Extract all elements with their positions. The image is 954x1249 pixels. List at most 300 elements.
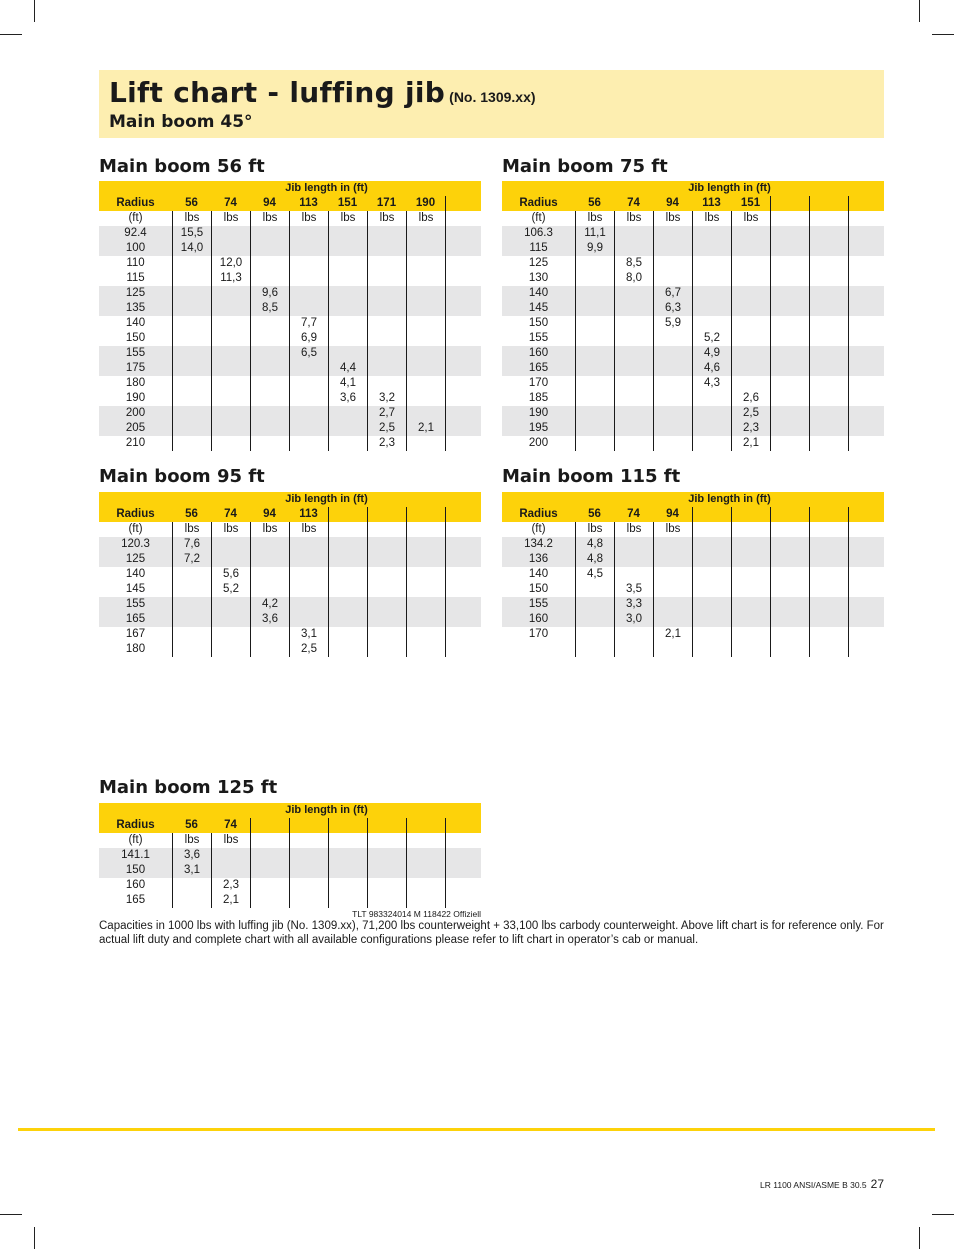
capacity-cell — [445, 391, 481, 406]
capacity-cell — [406, 567, 445, 582]
capacity-cell — [770, 537, 809, 552]
capacity-cell — [250, 406, 289, 421]
radius-cell: 150 — [125, 332, 146, 344]
capacity-cell — [848, 642, 884, 657]
table-row — [99, 331, 481, 346]
capacity-cell — [445, 376, 481, 391]
unit-cell: lbs — [367, 211, 406, 226]
radius-cell: 145 — [528, 302, 549, 314]
radius-cell: 150 — [528, 317, 549, 329]
radius-cell: 180 — [125, 377, 146, 389]
jib-columns-row — [502, 196, 884, 211]
crop-mark — [919, 1227, 920, 1249]
lift-table-95 — [99, 492, 481, 657]
jib-length-header: 74 — [627, 197, 640, 209]
table-row — [502, 226, 884, 241]
capacity-cell — [211, 421, 250, 436]
capacity-cell — [406, 271, 445, 286]
radius-cell: 167 — [125, 628, 146, 640]
capacity-cell — [770, 256, 809, 271]
unit-cell: lbs — [328, 211, 367, 226]
capacity-cell — [575, 582, 614, 597]
capacity-cell — [692, 582, 731, 597]
capacity-cell — [367, 627, 406, 642]
table-row — [502, 597, 884, 612]
table-row — [99, 256, 481, 271]
capacity-cell — [770, 612, 809, 627]
table-row — [99, 893, 481, 908]
crop-mark — [932, 34, 954, 35]
capacity-cell — [848, 226, 884, 241]
jib-length-header — [406, 507, 445, 522]
capacity-cell — [575, 286, 614, 301]
capacity-cell — [367, 331, 406, 346]
capacity-cell — [653, 391, 692, 406]
jib-length-header — [445, 196, 481, 211]
capacity-cell — [770, 241, 809, 256]
radius-header: Radius — [116, 819, 155, 831]
capacity-cell — [289, 256, 328, 271]
capacity-cell — [367, 316, 406, 331]
capacity-cell — [575, 627, 614, 642]
jib-length-header — [406, 818, 445, 833]
capacity-cell — [809, 406, 848, 421]
table-row — [99, 241, 481, 256]
capacity-cell — [172, 642, 211, 657]
jib-length-header — [809, 507, 848, 522]
capacity-cell — [445, 893, 481, 908]
unit-cell — [809, 211, 848, 226]
capacity-cell — [653, 346, 692, 361]
capacity-cell: 5,6 — [211, 567, 250, 582]
capacity-cell — [653, 331, 692, 346]
jib-length-header: 151 — [337, 197, 358, 209]
table-reference: TLT 983324014 M 118422 Offiziell — [352, 909, 481, 919]
capacity-cell — [445, 582, 481, 597]
capacity-cell — [692, 612, 731, 627]
capacity-cell — [653, 567, 692, 582]
radius-header: Radius — [519, 197, 558, 209]
table-row — [502, 376, 884, 391]
capacity-cell — [406, 597, 445, 612]
page-title-text: Lift chart - luffing jib — [109, 76, 446, 109]
capacity-cell — [653, 612, 692, 627]
radius-cell: 115 — [529, 242, 548, 254]
capacity-cell — [289, 863, 328, 878]
capacity-cell — [172, 436, 211, 451]
capacity-cell — [770, 421, 809, 436]
table-row — [502, 391, 884, 406]
jib-columns-row — [99, 818, 481, 833]
capacity-cell — [211, 346, 250, 361]
capacity-cell — [848, 552, 884, 567]
capacity-cell — [406, 301, 445, 316]
table-row — [99, 226, 481, 241]
capacity-cell — [575, 421, 614, 436]
radius-cell: 155 — [125, 347, 146, 359]
jib-length-header: 94 — [666, 197, 679, 209]
table-row — [99, 612, 481, 627]
capacity-cell — [692, 537, 731, 552]
capacity-cell — [367, 256, 406, 271]
jib-length-header: 56 — [185, 819, 198, 831]
radius-unit: (ft) — [128, 834, 143, 846]
table-row — [99, 286, 481, 301]
unit-cell: lbs — [406, 211, 445, 226]
radius-header: Radius — [116, 197, 155, 209]
unit-cell — [445, 522, 481, 537]
capacity-cell — [445, 567, 481, 582]
jib-length-header-row — [99, 181, 481, 196]
table-row — [99, 878, 481, 893]
unit-cell — [848, 211, 884, 226]
capacity-cell — [172, 567, 211, 582]
capacity-cell — [731, 376, 770, 391]
lift-table-125 — [99, 803, 481, 908]
capacity-cell — [692, 421, 731, 436]
capacity-cell — [445, 597, 481, 612]
capacity-cell — [614, 391, 653, 406]
table-row — [99, 316, 481, 331]
capacity-cell — [250, 391, 289, 406]
radius-cell: 120.3 — [121, 538, 150, 550]
unit-cell — [445, 211, 481, 226]
unit-cell: lbs — [211, 211, 250, 226]
capacity-cell — [328, 286, 367, 301]
capacity-cell — [289, 241, 328, 256]
capacity-cell — [614, 406, 653, 421]
capacity-cell — [289, 893, 328, 908]
capacity-cell — [328, 271, 367, 286]
jib-length-header: 94 — [263, 508, 276, 520]
capacity-cell — [445, 436, 481, 451]
radius-cell: 155 — [528, 332, 549, 344]
unit-cell — [770, 211, 809, 226]
crop-mark — [0, 34, 22, 35]
capacity-cell — [809, 301, 848, 316]
capacity-cell: 11,3 — [211, 271, 250, 286]
table-row — [99, 301, 481, 316]
radius-cell: 210 — [125, 437, 146, 449]
capacity-cell — [848, 406, 884, 421]
capacity-cell — [172, 582, 211, 597]
table-row — [99, 376, 481, 391]
capacity-cell — [614, 376, 653, 391]
page-title — [109, 76, 536, 109]
radius-header: Radius — [116, 508, 155, 520]
capacity-cell — [770, 627, 809, 642]
capacity-cell — [770, 316, 809, 331]
jib-length-header: 56 — [588, 197, 601, 209]
capacity-cell — [575, 331, 614, 346]
capacity-cell: 2,5 — [731, 406, 770, 421]
capacity-cell — [328, 406, 367, 421]
capacity-cell — [653, 597, 692, 612]
capacity-cell — [731, 256, 770, 271]
capacity-cell: 7,7 — [289, 316, 328, 331]
capacity-cell — [367, 271, 406, 286]
jib-length-label: Jib length in (ft) — [285, 182, 368, 194]
capacity-cell — [367, 226, 406, 241]
radius-cell: 140 — [528, 568, 549, 580]
capacity-cell — [848, 567, 884, 582]
capacity-cell — [770, 376, 809, 391]
capacity-cell — [172, 271, 211, 286]
capacity-cell — [289, 391, 328, 406]
capacity-cell — [848, 301, 884, 316]
jib-length-label: Jib length in (ft) — [285, 804, 368, 816]
capacity-cell: 4,3 — [692, 376, 731, 391]
capacity-cell — [211, 286, 250, 301]
capacity-cell — [406, 436, 445, 451]
capacity-cell — [653, 256, 692, 271]
capacity-cell — [211, 391, 250, 406]
jib-length-header: 74 — [224, 197, 237, 209]
unit-cell — [289, 833, 328, 848]
capacity-cell — [172, 406, 211, 421]
capacity-cell — [211, 863, 250, 878]
capacity-cell — [575, 256, 614, 271]
capacity-cell — [770, 567, 809, 582]
crop-mark — [0, 1214, 22, 1215]
radius-cell: 100 — [125, 242, 146, 254]
radius-cell: 110 — [126, 257, 145, 269]
capacity-cell — [809, 436, 848, 451]
capacity-cell — [445, 286, 481, 301]
capacity-cell — [770, 331, 809, 346]
capacity-cell — [289, 537, 328, 552]
capacity-cell — [770, 361, 809, 376]
capacity-cell — [328, 612, 367, 627]
capacity-cell — [328, 597, 367, 612]
radius-cell: 180 — [125, 643, 146, 655]
table-row — [99, 406, 481, 421]
radius-cell: 141.1 — [121, 849, 150, 861]
capacity-cell — [731, 567, 770, 582]
capacity-cell — [367, 893, 406, 908]
radius-cell: 160 — [528, 613, 549, 625]
capacity-cell — [328, 863, 367, 878]
capacity-cell — [575, 301, 614, 316]
capacity-cell — [653, 552, 692, 567]
capacity-cell — [770, 582, 809, 597]
capacity-cell — [653, 241, 692, 256]
table-row — [99, 391, 481, 406]
capacity-cell — [614, 567, 653, 582]
capacity-cell — [614, 421, 653, 436]
capacity-cell — [770, 552, 809, 567]
capacity-cell — [406, 256, 445, 271]
jib-length-label: Jib length in (ft) — [285, 493, 368, 505]
capacity-cell — [406, 893, 445, 908]
jib-length-header: 171 — [376, 197, 397, 209]
jib-length-header — [445, 507, 481, 522]
capacity-cell — [575, 316, 614, 331]
capacity-cell — [328, 421, 367, 436]
capacity-cell — [445, 316, 481, 331]
unit-cell: lbs — [250, 211, 289, 226]
capacity-cell — [770, 346, 809, 361]
capacity-cell: 6,9 — [289, 331, 328, 346]
capacity-cell — [328, 567, 367, 582]
table-row — [502, 361, 884, 376]
capacity-cell — [211, 376, 250, 391]
capacity-cell — [406, 642, 445, 657]
capacity-cell — [731, 271, 770, 286]
table-row — [99, 537, 481, 552]
capacity-cell — [653, 537, 692, 552]
capacity-cell — [692, 391, 731, 406]
capacity-cell: 6,7 — [653, 286, 692, 301]
capacity-cell — [731, 286, 770, 301]
radius-cell: 170 — [528, 377, 549, 389]
capacity-cell: 4,9 — [692, 346, 731, 361]
capacity-cell — [575, 391, 614, 406]
capacity-cell — [211, 331, 250, 346]
capacity-cell — [692, 627, 731, 642]
capacity-cell — [614, 436, 653, 451]
table-row — [99, 567, 481, 582]
page-number: 27 — [870, 1177, 884, 1191]
capacity-cell — [770, 597, 809, 612]
capacity-cell — [328, 582, 367, 597]
capacity-cell — [848, 256, 884, 271]
capacity-cell — [445, 346, 481, 361]
capacity-cell — [692, 256, 731, 271]
radius-header: Radius — [519, 508, 558, 520]
capacity-cell: 11,1 — [575, 226, 614, 241]
unit-cell: lbs — [172, 833, 211, 848]
jib-length-header: 74 — [224, 819, 237, 831]
capacity-cell — [250, 863, 289, 878]
jib-length-header: 113 — [299, 508, 318, 520]
unit-cell — [731, 522, 770, 537]
capacity-cell — [367, 552, 406, 567]
capacity-cell — [575, 597, 614, 612]
unit-cell — [445, 833, 481, 848]
capacity-cell — [445, 271, 481, 286]
capacity-cell — [406, 406, 445, 421]
capacity-cell — [848, 271, 884, 286]
table-row — [99, 421, 481, 436]
jib-length-header: 56 — [185, 508, 198, 520]
capacity-cell: 2,1 — [211, 893, 250, 908]
table-row — [502, 316, 884, 331]
table-row — [502, 552, 884, 567]
capacity-cell — [848, 286, 884, 301]
capacity-cell — [692, 552, 731, 567]
capacity-cell: 4,4 — [328, 361, 367, 376]
jib-columns-row — [99, 507, 481, 522]
table-row — [502, 256, 884, 271]
unit-cell — [250, 833, 289, 848]
capacity-cell: 3,5 — [614, 582, 653, 597]
capacity-cell — [406, 552, 445, 567]
capacity-cell — [809, 256, 848, 271]
unit-cell — [328, 522, 367, 537]
capacity-cell — [367, 537, 406, 552]
jib-length-header — [770, 196, 809, 211]
capacity-cell — [809, 376, 848, 391]
capacity-cell — [848, 331, 884, 346]
capacity-cell — [172, 331, 211, 346]
capacity-cell: 3,3 — [614, 597, 653, 612]
radius-cell: 190 — [125, 392, 146, 404]
table-row — [502, 537, 884, 552]
capacity-cell — [328, 346, 367, 361]
units-row — [502, 522, 884, 537]
jib-length-header-row — [502, 492, 884, 507]
capacity-cell: 15,5 — [172, 226, 211, 241]
capacity-cell — [328, 642, 367, 657]
unit-cell: lbs — [614, 522, 653, 537]
capacity-cell — [614, 552, 653, 567]
capacity-cell — [445, 627, 481, 642]
capacity-cell — [211, 627, 250, 642]
capacity-cell — [614, 346, 653, 361]
capacity-cell — [614, 627, 653, 642]
capacity-cell — [575, 436, 614, 451]
capacity-cell — [367, 567, 406, 582]
capacity-cell — [848, 361, 884, 376]
jib-length-header-row — [502, 181, 884, 196]
capacity-cell — [406, 226, 445, 241]
lift-table-75 — [502, 181, 884, 451]
jib-length-header — [770, 507, 809, 522]
lift-table-56 — [99, 181, 481, 451]
table-row — [502, 406, 884, 421]
capacity-cell — [289, 552, 328, 567]
jib-length-header — [848, 196, 884, 211]
capacity-cell — [809, 612, 848, 627]
table-row — [502, 567, 884, 582]
capacity-cell — [406, 612, 445, 627]
capacity-cell — [692, 597, 731, 612]
capacity-cell — [692, 642, 731, 657]
capacity-cell — [445, 878, 481, 893]
capacity-cell — [445, 331, 481, 346]
capacity-cell — [731, 241, 770, 256]
capacity-cell — [575, 271, 614, 286]
radius-cell: 165 — [528, 362, 549, 374]
capacity-cell — [211, 597, 250, 612]
capacity-cell — [653, 271, 692, 286]
radius-unit: (ft) — [531, 523, 546, 535]
jib-length-header — [367, 818, 406, 833]
capacity-cell: 2,3 — [731, 421, 770, 436]
capacity-cell: 7,6 — [172, 537, 211, 552]
crop-mark — [34, 0, 35, 22]
capacity-cell: 2,5 — [289, 642, 328, 657]
capacity-cell — [575, 376, 614, 391]
jib-length-header: 74 — [224, 508, 237, 520]
capacity-cell — [809, 552, 848, 567]
radius-cell — [502, 642, 575, 657]
capacity-cell — [406, 848, 445, 863]
capacity-cell: 14,0 — [172, 241, 211, 256]
page-subtitle: Main boom 45° — [109, 112, 253, 132]
capacity-cell — [809, 346, 848, 361]
capacity-cell: 4,2 — [250, 597, 289, 612]
capacity-cell — [692, 406, 731, 421]
capacity-cell — [575, 361, 614, 376]
capacity-cell — [289, 597, 328, 612]
capacity-cell: 3,6 — [172, 848, 211, 863]
capacity-cell — [172, 376, 211, 391]
table-row — [99, 552, 481, 567]
capacity-cell — [211, 552, 250, 567]
header-banner — [99, 70, 884, 138]
